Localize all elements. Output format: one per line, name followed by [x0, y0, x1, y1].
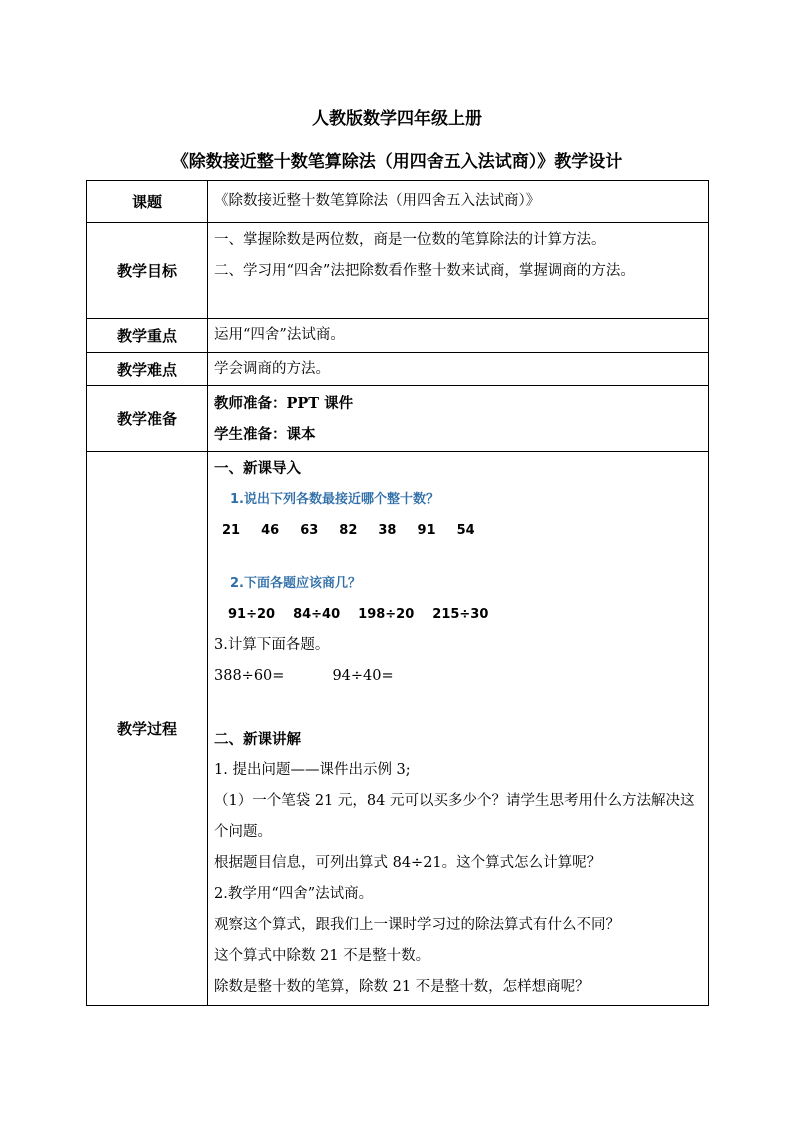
lesson-plan-table — [86, 180, 709, 1006]
paragraph: 2.教学用“四舍”法试商。 — [214, 886, 374, 902]
goal-item: 一、掌握除数是两位数，商是一位数的笔算除法的计算方法。 — [214, 232, 606, 248]
number-item: 63 — [300, 523, 319, 538]
preparation-label: 教学准备 — [87, 386, 208, 452]
goals-label: 教学目标 — [87, 223, 208, 319]
paragraph: 除数是整十数的笔算，除数 21 不是整十数，怎样想商呢？ — [214, 979, 590, 995]
topic-label: 课题 — [87, 181, 208, 223]
topic-value — [208, 181, 709, 223]
question-2: 2.下面各题应该商几？ — [230, 576, 361, 591]
number-item: 38 — [378, 523, 397, 538]
division-item: 388÷60= — [214, 668, 285, 684]
difficulty-text: 学会调商的方法。 — [214, 360, 330, 377]
paragraph: 观察这个算式，跟我们上一课时学习过的除法算式有什么不同？ — [214, 917, 620, 933]
division-item: 91÷20 — [228, 607, 276, 622]
row-topic — [87, 181, 709, 223]
student-prep: 学生准备：课本 — [214, 425, 316, 443]
question-3-items — [214, 661, 702, 692]
goals-value — [208, 223, 709, 319]
key-point-label: 教学重点 — [87, 319, 208, 353]
question-3: 3.计算下面各题。 — [214, 637, 330, 653]
paragraph: （1）一个笔袋 21 元，84 元可以买多少个？请学生思考用什么方法解决这个问题。 — [214, 793, 695, 840]
number-item: 46 — [261, 523, 280, 538]
key-point-text: 运用“四舍”法试商。 — [214, 327, 345, 343]
teacher-prep: 教师准备：PPT 课件 — [214, 394, 354, 412]
number-item: 21 — [222, 523, 241, 538]
question-1: 1.说出下列各数最接近哪个整十数？ — [230, 492, 439, 507]
document-title: 人教版数学四年级上册 — [312, 109, 482, 129]
document-subtitle: 《除数接近整十数笔算除法（用四舍五入法试商）》教学设计 — [171, 152, 623, 172]
number-item: 91 — [417, 523, 436, 538]
paragraph: 1. 提出问题——课件出示例 3; — [214, 762, 411, 778]
number-item: 82 — [339, 523, 358, 538]
row-preparation — [87, 386, 709, 452]
division-item: 198÷20 — [358, 607, 415, 622]
process-label: 教学过程 — [87, 452, 208, 1006]
paragraph: 这个算式中除数 21 不是整十数。 — [214, 948, 431, 964]
division-item: 84÷40 — [293, 607, 341, 622]
paragraph: 根据题目信息，可列出算式 84÷21。这个算式怎么计算呢？ — [214, 855, 602, 871]
section-title: 二、新课讲解 — [214, 731, 301, 748]
question-2-items — [214, 599, 702, 630]
division-item: 215÷30 — [432, 607, 489, 622]
question-1-numbers — [214, 515, 702, 546]
number-item: 54 — [456, 523, 475, 538]
difficulty-value — [208, 353, 709, 386]
goal-item: 二、学习用“四舍”法把除数看作整十数来试商，掌握调商的方法。 — [214, 263, 635, 279]
preparation-value — [208, 386, 709, 452]
row-key-point — [87, 319, 709, 353]
topic-text: 《除数接近整十数笔算除法（用四舍五入法试商）》 — [214, 193, 541, 209]
difficulty-label: 教学难点 — [87, 353, 208, 386]
division-item: 94÷40= — [332, 668, 394, 684]
row-goals — [87, 223, 709, 319]
row-process — [87, 452, 709, 1006]
section-title: 一、新课导入 — [214, 460, 301, 477]
row-difficulty — [87, 353, 709, 386]
process-value — [208, 452, 709, 1006]
key-point-value — [208, 319, 709, 353]
